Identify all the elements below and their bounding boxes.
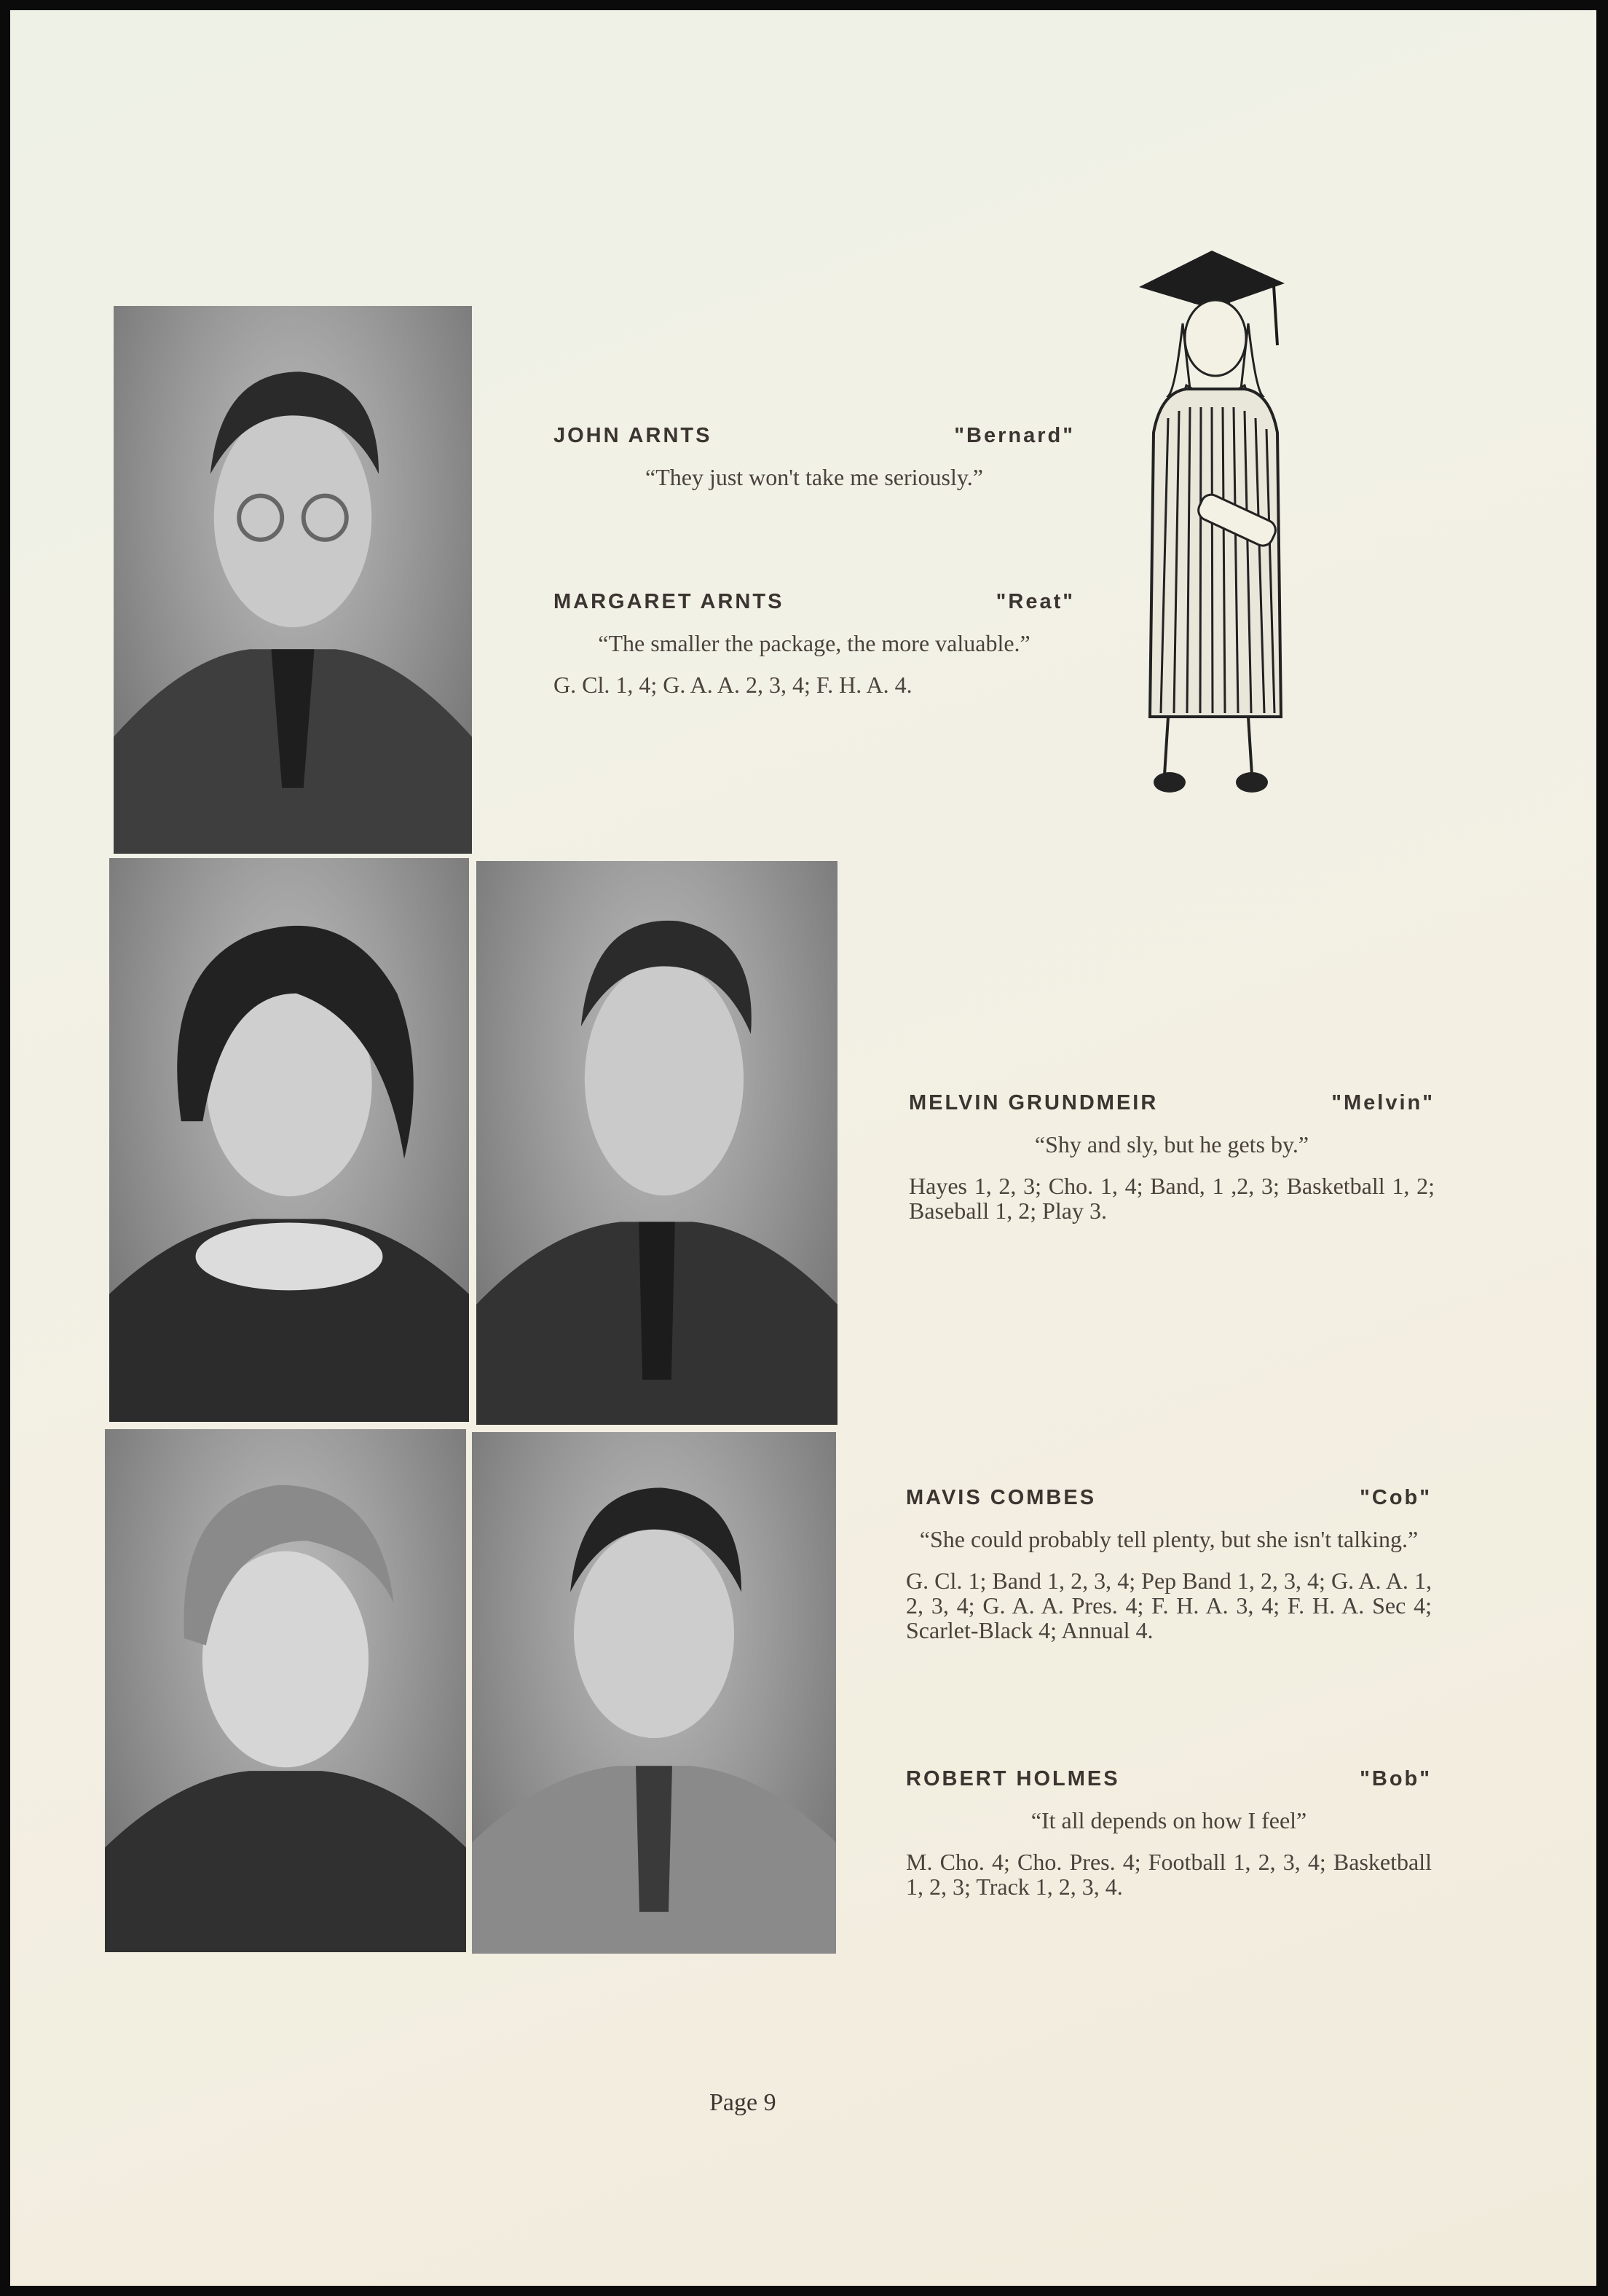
student-name: MARGARET ARNTS: [553, 590, 784, 613]
photo-john-arnts: [114, 306, 472, 854]
student-quote: “The smaller the package, the more valuable.”: [598, 630, 1030, 656]
portrait-silhouette-icon: [114, 306, 472, 854]
yearbook-page: [10, 10, 1596, 2286]
entry-header: [906, 1486, 1432, 1510]
graduate-illustration: [1124, 243, 1299, 819]
student-activities: M. Cho. 4; Cho. Pres. 4; Football 1, 2, 3, 4; Basketball 1, 2, 3; Track 1, 2, 3, 4.: [906, 1849, 1432, 1900]
student-nickname: "Bernard": [954, 424, 1075, 447]
entry-header: [906, 1767, 1432, 1791]
entry-mavis-combes: [906, 1486, 1432, 1643]
student-name: ROBERT HOLMES: [906, 1767, 1120, 1790]
student-quote: “It all depends on how I feel”: [1030, 1807, 1307, 1833]
entry-header: [553, 424, 1075, 448]
student-quote: “Shy and sly, but he gets by.”: [1034, 1131, 1309, 1157]
student-name: JOHN ARNTS: [553, 424, 712, 447]
student-activities: G. Cl. 1, 4; G. A. A. 2, 3, 4; F. H. A. 4.: [553, 672, 913, 698]
portrait-silhouette-icon: [109, 858, 469, 1422]
student-nickname: "Cob": [1360, 1486, 1432, 1509]
student-quote: “They just won't take me seriously.”: [645, 464, 983, 490]
student-activities: Hayes 1, 2, 3; Cho. 1, 4; Band, 1 ,2, 3; Basketball 1, 2; Baseball 1, 2; Play 3.: [909, 1173, 1435, 1224]
photo-margaret-arnts: [109, 858, 469, 1422]
portrait-silhouette-icon: [472, 1432, 836, 1954]
entry-melvin-grundmeir: [909, 1091, 1435, 1223]
entry-john-arnts: [553, 424, 1075, 490]
entry-header: [909, 1091, 1435, 1115]
entry-robert-holmes: [906, 1767, 1432, 1899]
page-number: Page 9: [709, 2089, 776, 2116]
entry-margaret-arnts: [553, 590, 1075, 697]
photo-melvin-grundmeir: [476, 861, 838, 1425]
student-quote: “She could probably tell plenty, but she isn't talking.”: [919, 1526, 1419, 1552]
portrait-silhouette-icon: [105, 1429, 466, 1952]
graduate-drawing-icon: [1124, 243, 1299, 819]
student-activities: G. Cl. 1; Band 1, 2, 3, 4; Pep Band 1, 2, 3, 4; G. A. A. 1, 2, 3, 4; G. A. A. Pres. 4; F. H. A. 3, 4; F. H. A. Sec 4; Scarlet-Black 4; Annual 4.: [906, 1568, 1432, 1643]
entry-header: [553, 590, 1075, 614]
student-nickname: "Bob": [1360, 1767, 1432, 1790]
portrait-silhouette-icon: [476, 861, 838, 1425]
student-name: MELVIN GRUNDMEIR: [909, 1091, 1159, 1114]
photo-robert-holmes: [472, 1432, 836, 1954]
photo-mavis-combes: [105, 1429, 466, 1952]
student-name: MAVIS COMBES: [906, 1486, 1097, 1509]
student-nickname: "Reat": [996, 590, 1075, 613]
student-nickname: "Melvin": [1331, 1091, 1435, 1114]
